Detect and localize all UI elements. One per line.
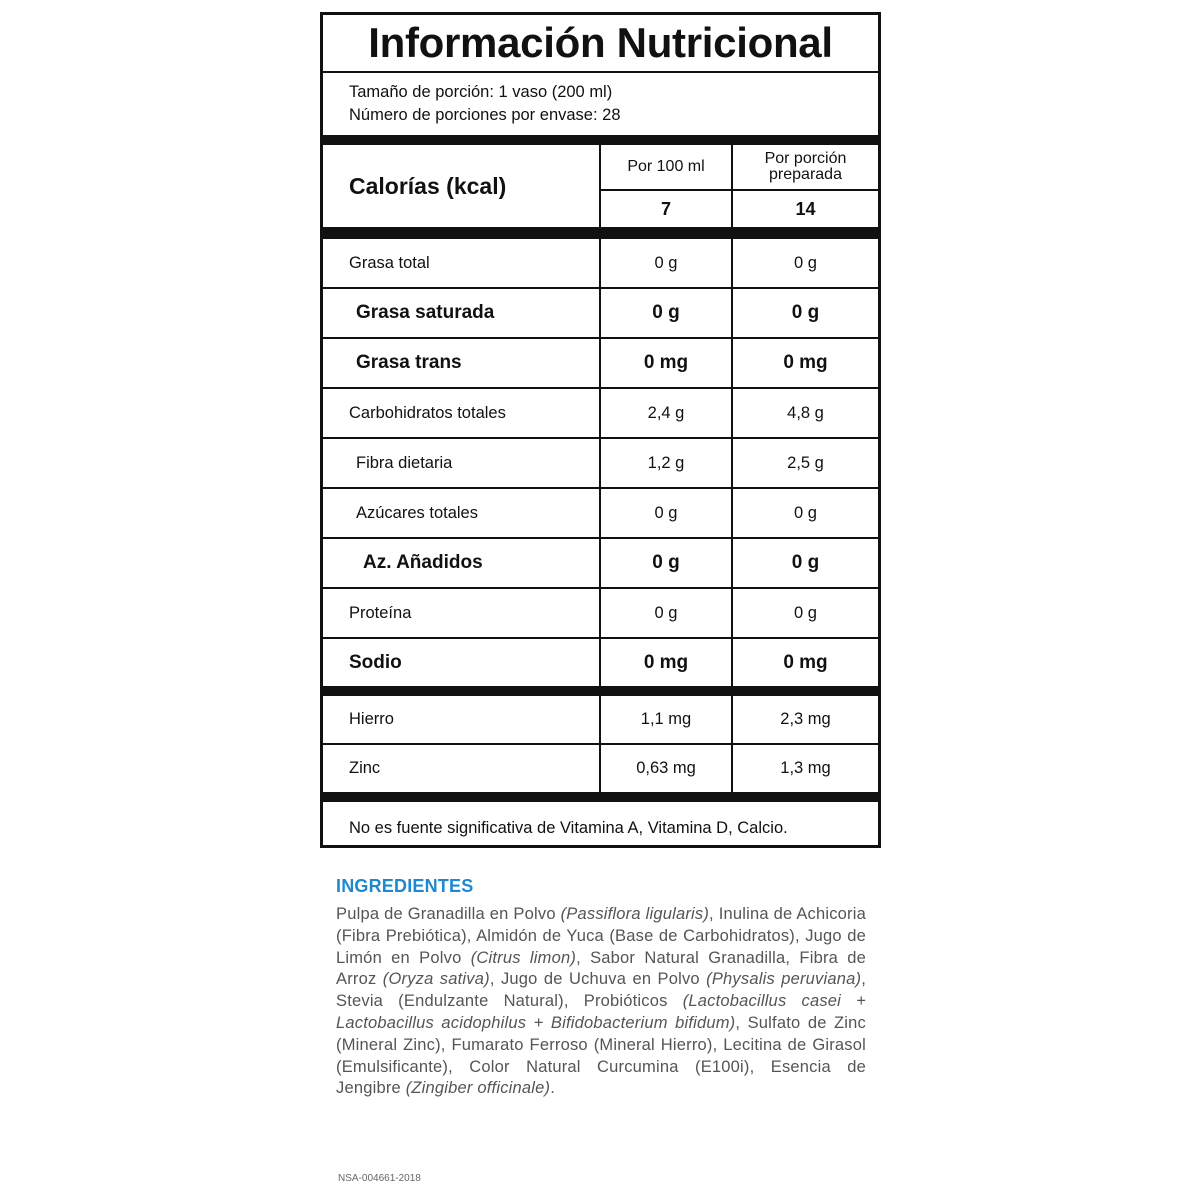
nutrient-value-serving: 0 g (794, 503, 817, 522)
serving-info (323, 73, 878, 135)
ingredient-scientific-name: (Citrus limon) (470, 948, 577, 967)
nutrient-name: Grasa trans (323, 339, 601, 387)
ingredient-text-segment: , Sabor Natural Granadilla, Fibra de Arroz (336, 948, 867, 989)
nutrient-row (323, 389, 878, 439)
divider-thick (323, 229, 878, 239)
column-label-per-serving: Por porción preparada (733, 145, 878, 191)
nutrient-name: Azúcares totales (323, 489, 601, 537)
nutrient-value-serving: 0 g (791, 552, 820, 573)
column-label-per-100ml: Por 100 ml (601, 145, 731, 191)
nutrient-value-100ml: 0 g (601, 589, 733, 637)
nutrient-value-serving: 0 mg (783, 651, 828, 673)
nutrient-name: Grasa total (323, 239, 601, 287)
mineral-value-100ml: 0,63 mg (601, 745, 733, 792)
mineral-row (323, 696, 878, 745)
calories-value-100ml: 7 (660, 198, 671, 219)
nutrient-value-serving: 0 g (791, 302, 820, 323)
nutrient-name: Fibra dietaria (323, 439, 601, 487)
ingredient-text-segment: , Inulina de Achicoria (Fibra Prebiótica), Almidón de Yuca (Base de Carbohidratos), Jugo de Limón en Polvo (336, 905, 866, 967)
ingredients-text (336, 904, 866, 1100)
nutrient-name: Az. Añadidos (323, 539, 601, 587)
calories-header (323, 145, 878, 229)
ingredient-scientific-name: (Passiflora ligularis) (560, 905, 710, 923)
ingredient-text-segment: , Jugo de Uchuva en Polvo (489, 970, 707, 989)
nutrient-row (323, 639, 878, 686)
nutrient-value-serving: 4,8 g (787, 403, 824, 422)
ingredient-text-segment: Pulpa de Granadilla en Polvo (336, 905, 561, 923)
mineral-value-100ml: 1,1 mg (601, 696, 733, 743)
nutrient-row (323, 339, 878, 389)
panel-title: Información Nutricional (323, 15, 878, 73)
divider-thick (323, 792, 878, 802)
nutrient-value-100ml: 1,2 g (601, 439, 733, 487)
calories-label: Calorías (kcal) (323, 145, 601, 227)
nutrient-value-100ml: 0 g (601, 489, 733, 537)
nutrient-value-100ml: 0 g (601, 239, 733, 287)
mineral-name: Zinc (323, 745, 601, 792)
nutrient-row (323, 289, 878, 339)
nutrient-name: Sodio (323, 639, 601, 686)
nutrition-facts-panel (320, 12, 881, 848)
ingredient-text-segment: , Sulfato de Zinc (Mineral Zinc), Fumarato Ferroso (Mineral Hierro), Lecitina de Girasol (Emulsificante), Color Natural Curcumina (E100i), Esencia de Jengibre (336, 1013, 866, 1098)
mineral-name: Hierro (323, 696, 601, 743)
minerals-table (323, 696, 878, 792)
nutrient-value-serving: 0 g (794, 603, 817, 622)
nutrient-value-100ml: 2,4 g (601, 389, 733, 437)
mineral-value-serving: 1,3 mg (780, 759, 831, 777)
nutrient-row (323, 539, 878, 589)
calories-value-serving: 14 (795, 198, 816, 219)
nutrient-value-100ml: 0 g (601, 539, 733, 587)
ingredient-scientific-name: (Lactobacillus casei + Lactobacillus acidophilus + Bifidobacterium bifidum) (336, 992, 866, 1032)
servings-per-container: Número de porciones por envase: 28 (349, 106, 621, 124)
nutrient-value-serving: 0 mg (783, 352, 828, 373)
column-per-100ml (601, 145, 733, 227)
serving-size: Tamaño de porción: 1 vaso (200 ml) (349, 83, 613, 101)
nutrient-name: Carbohidratos totales (323, 389, 601, 437)
nutrient-name: Grasa saturada (323, 289, 601, 337)
nutrient-name: Proteína (323, 589, 601, 637)
ingredient-scientific-name: (Oryza sativa) (382, 970, 490, 989)
nutrient-row (323, 589, 878, 639)
footnote: No es fuente significativa de Vitamina A, Vitamina D, Calcio. (349, 818, 788, 837)
nutrient-row (323, 489, 878, 539)
nutrient-row (323, 239, 878, 289)
mineral-row (323, 745, 878, 792)
mineral-value-serving: 2,3 mg (780, 710, 831, 728)
registration-number: NSA-004661-2018 (338, 1173, 421, 1184)
nutrients-table (323, 239, 878, 686)
ingredient-scientific-name: (Physalis peruviana) (706, 970, 862, 989)
nutrient-value-serving: 2,5 g (787, 453, 824, 472)
nutrient-value-serving: 0 g (794, 253, 817, 272)
nutrient-row (323, 439, 878, 489)
nutrient-value-100ml: 0 mg (601, 339, 733, 387)
ingredients-title: INGREDIENTES (336, 876, 474, 896)
column-per-serving (733, 145, 878, 227)
nutrient-value-100ml: 0 g (601, 289, 733, 337)
ingredient-text-segment: . (550, 1079, 555, 1098)
ingredient-scientific-name: (Zingiber officinale) (405, 1079, 551, 1098)
divider-thick (323, 686, 878, 696)
nutrient-value-100ml: 0 mg (601, 639, 733, 686)
divider-thick (323, 135, 878, 145)
ingredient-text-segment: , Stevia (Endulzante Natural), Probióticos (336, 970, 866, 1011)
